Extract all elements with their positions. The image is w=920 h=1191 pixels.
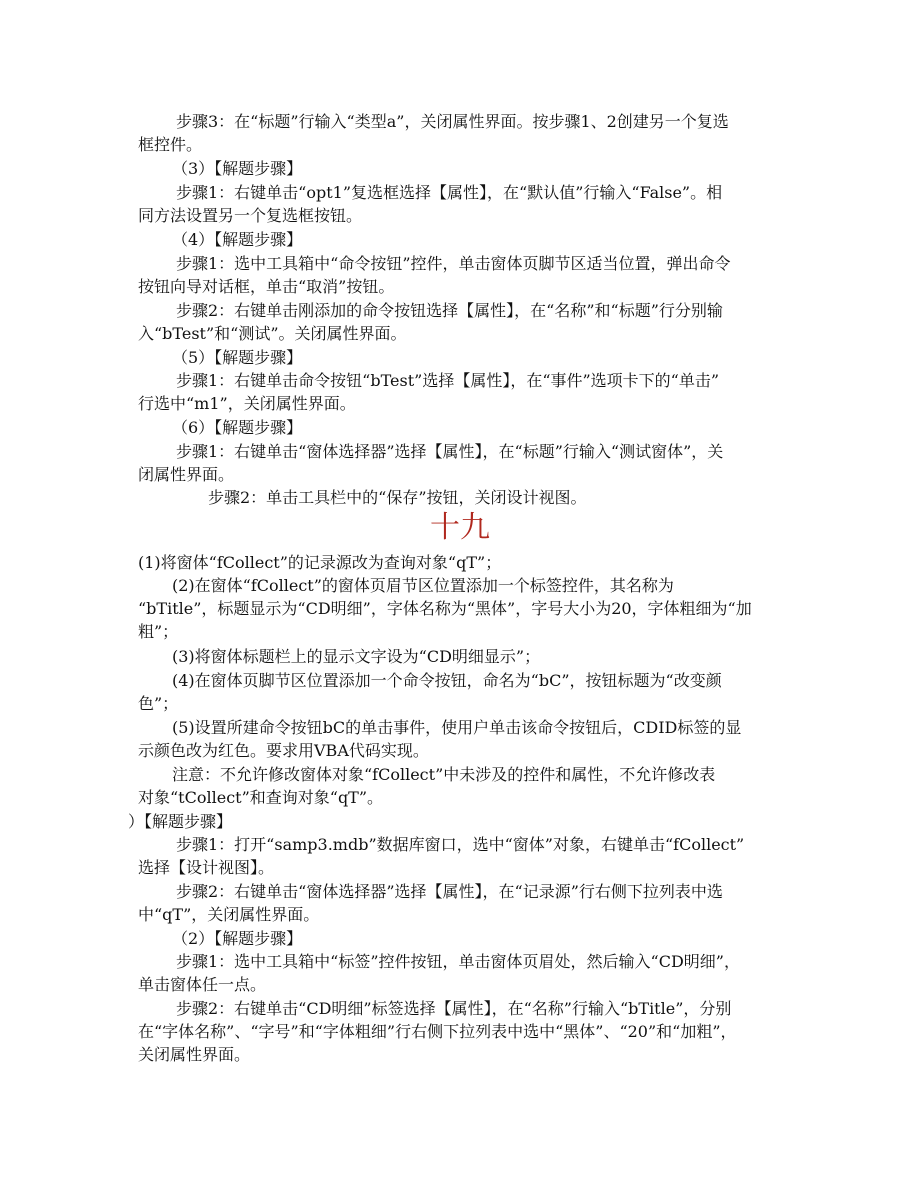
step-paragraph-continuation (138, 856, 274, 879)
section-title: 十九 (430, 510, 490, 545)
paragraph-line: 步骤1：打开“samp3.mdb”数据库窗口，选中“窗体”对象，右键单击“fCollect” (176, 835, 745, 854)
paragraph-line: 入“bTest”和“测试”。关闭属性界面。 (138, 324, 407, 343)
paragraph-line: (2)在窗体“fCollect”的窗体页眉节区位置添加一个标签控件，其名称为 (172, 576, 674, 595)
paragraph-line: （6）【解题步骤】 (172, 418, 303, 437)
paragraph-line: 步骤1：右键单击命令按钮“bTest”选择【属性】，在“事件”选项卡下的“单击” (176, 371, 720, 390)
step-paragraph-continuation (138, 1020, 737, 1043)
paragraph-line: （5）【解题步骤】 (172, 348, 303, 367)
paragraph-line: 框控件。 (138, 135, 203, 154)
step-paragraph (176, 110, 729, 133)
paragraph-line: 中“qT”，关闭属性界面。 (138, 905, 320, 924)
paragraph-line: 步骤2：右键单击“窗体选择器”选择【属性】，在“记录源”行右侧下拉列表中选 (176, 882, 723, 901)
paragraph-line: （2）【解题步骤】 (172, 929, 303, 948)
paragraph-line: 行选中“m1”，关闭属性界面。 (138, 394, 356, 413)
step-paragraph (176, 181, 722, 204)
step-paragraph-continuation (138, 275, 394, 298)
paragraph-line: 对象“tCollect”和查询对象“qT”。 (138, 788, 384, 807)
paragraph-line: （3）【解题步骤】 (172, 159, 303, 178)
step-heading (172, 927, 302, 950)
paragraph-line: 步骤1：右键单击“opt1”复选框选择【属性】，在“默认值”行输入“False”。相 (176, 183, 723, 202)
step-paragraph (176, 950, 740, 973)
step-paragraph (176, 252, 731, 275)
step-paragraph (176, 833, 744, 856)
question-item-continuation (138, 597, 752, 620)
step-paragraph-continuation (138, 322, 407, 345)
paragraph-line: （4）【解题步骤】 (172, 230, 303, 249)
paragraph-line: 步骤2：右键单击“CD明细”标签选择【属性】，在“名称”行输入“bTitle”，分别 (176, 999, 732, 1018)
paragraph-line: 注意：不允许修改窗体对象“fCollect”中未涉及的控件和属性，不允许修改表 (172, 765, 716, 784)
paragraph-line: 选择【设计视图】。 (138, 858, 275, 877)
question-item-continuation (138, 620, 178, 643)
step-paragraph-continuation (138, 463, 234, 486)
step-paragraph-continuation (138, 392, 356, 415)
paragraph-line: (3)将窗体标题栏上的显示文字设为“CD明细显示”； (172, 647, 541, 666)
step-heading (172, 416, 302, 439)
paragraph-line: 在“字体名称”、“字号”和“字体粗细”行右侧下拉列表中选中“黑体”、“20”和“加粗”， (138, 1022, 737, 1041)
question-item (172, 669, 722, 692)
paragraph-line: 粗”； (138, 622, 179, 641)
step-paragraph-continuation (138, 1043, 250, 1066)
step-heading (128, 810, 232, 833)
question-item-continuation (138, 692, 178, 715)
paragraph-line: 步骤3：在“标题”行输入“类型a”，关闭属性界面。按步骤1、2创建另一个复选 (176, 112, 729, 131)
step-paragraph-continuation (138, 204, 362, 227)
paragraph-line: (4)在窗体页脚节区位置添加一个命令按钮，命名为“bC”，按钮标题为“改变颜 (172, 671, 722, 690)
question-item (138, 551, 501, 574)
note-paragraph (172, 763, 715, 786)
question-item (172, 716, 741, 739)
step-heading (172, 228, 302, 251)
paragraph-line: “bTitle”，标题显示为“CD明细”，字体名称为“黑体”，字号大小为20，字体粗细为“加 (138, 599, 752, 618)
step-paragraph-continuation (138, 973, 266, 996)
step-paragraph (176, 997, 731, 1020)
paragraph-line: 同方法设置另一个复选框按钮。 (138, 206, 363, 225)
step-heading (172, 157, 302, 180)
step-paragraph-continuation (138, 133, 202, 156)
step-paragraph (176, 880, 723, 903)
paragraph-line: 步骤1：选中工具箱中“标签”控件按钮，单击窗体页眉处，然后输入“CD明细”， (176, 952, 740, 971)
question-item (172, 574, 674, 597)
step-paragraph-continuation (138, 903, 319, 926)
paragraph-line: 单击窗体任一点。 (138, 975, 267, 994)
paragraph-line: 步骤2：单击工具栏中的“保存”按钮，关闭设计视图。 (208, 488, 587, 507)
paragraph-line: 步骤2：右键单击刚添加的命令按钮选择【属性】，在“名称”和“标题”行分别输 (176, 301, 723, 320)
paragraph-line: (5)设置所建命令按钮bC的单击事件，使用户单击该命令按钮后，CDID标签的显 (172, 718, 742, 737)
step-paragraph (208, 486, 587, 509)
question-item (172, 645, 540, 668)
paragraph-line: 按钮向导对话框，单击“取消”按钮。 (138, 277, 395, 296)
step-paragraph (176, 369, 719, 392)
paragraph-line: 步骤1：选中工具箱中“命令按钮”控件，单击窗体页脚节区适当位置，弹出命令 (176, 254, 731, 273)
note-paragraph-continuation (138, 786, 383, 809)
paragraph-line: 关闭属性界面。 (138, 1045, 251, 1064)
step-paragraph (176, 299, 723, 322)
step-paragraph (176, 440, 723, 463)
paragraph-line: 步骤1：右键单击“窗体选择器”选择【属性】，在“标题”行输入“测试窗体”，关 (176, 442, 724, 461)
paragraph-line: 示颜色改为红色。要求用VBA代码实现。 (138, 741, 429, 760)
question-item-continuation (138, 739, 429, 762)
paragraph-line: ）【解题步骤】 (128, 812, 233, 831)
step-heading (172, 346, 302, 369)
paragraph-line: 色”； (138, 694, 179, 713)
paragraph-line: 闭属性界面。 (138, 465, 235, 484)
paragraph-line: (1)将窗体“fCollect”的记录源改为查询对象“qT”； (138, 553, 502, 572)
